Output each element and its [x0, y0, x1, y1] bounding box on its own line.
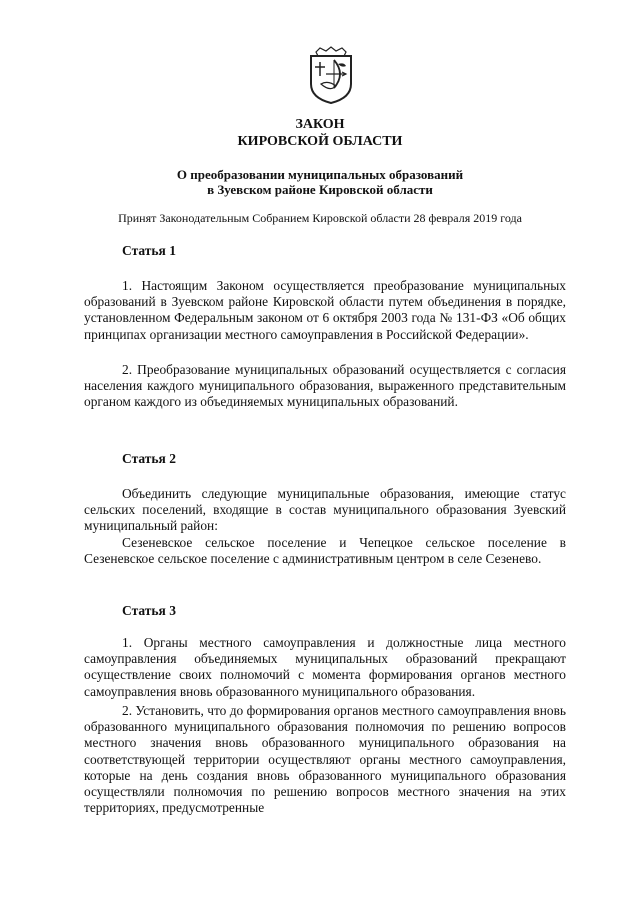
article-1-paragraph-1: 1. Настоящим Законом осуществляется преобразование муниципальных образований в Зуевском районе Кировской области путем объединения в порядке, установленном Федеральным законом от 6 октября 2003 года № 131-ФЗ «Об общих принципах организации местного самоуправления в Российской Федерации».	[84, 278, 566, 342]
article-3-paragraph-2: 2. Установить, что до формирования органов местного самоуправления вновь образованного муниципального образования полномочия по решению вопросов местного значения вновь образованного муниципального образования на соответствующей территории осуществляют органы местного самоуправления, которые на день создания вновь образованного муниципального образования осуществляли полномочия по решению вопросов местного значения на этих территориях, предусмотренные	[84, 703, 566, 816]
article-3-heading: Статья 3	[122, 603, 176, 618]
law-title-region: КИРОВСКОЙ ОБЛАСТИ	[237, 134, 403, 149]
article-1-paragraph-2: 2. Преобразование муниципальных образований осуществляется с согласия населения каждого муниципального образования, выраженного представительным органом каждого из объединяемых муниципальных образований.	[84, 362, 566, 410]
law-title: ЗАКОН	[295, 117, 345, 132]
law-subtitle-line1: О преобразовании муниципальных образований	[176, 167, 464, 182]
article-2-heading: Статья 2	[122, 451, 176, 466]
coat-of-arms-icon	[306, 46, 356, 106]
adoption-note: Принят Законодательным Собранием Кировской области 28 февраля 2019 года	[118, 211, 522, 225]
article-3-paragraph-1: 1. Органы местного самоуправления и должностные лица местного самоуправления объединяемых муниципальных образований прекращают осуществление своих полномочий с момента формирования органов местного самоуправления вновь образованного муниципального образования.	[84, 635, 566, 699]
article-2-paragraph-1: Объединить следующие муниципальные образования, имеющие статус сельских поселений, входящие в состав муниципального образования Зуевский муниципальный район:	[84, 486, 566, 534]
article-1-heading: Статья 1	[122, 243, 176, 258]
law-subtitle-line2: в Зуевском районе Кировской области	[207, 182, 433, 197]
article-2-paragraph-2: Сезеневское сельское поселение и Чепецкое сельское поселение в Сезеневское сельское поселение с административным центром в селе Сезенево.	[84, 535, 566, 567]
